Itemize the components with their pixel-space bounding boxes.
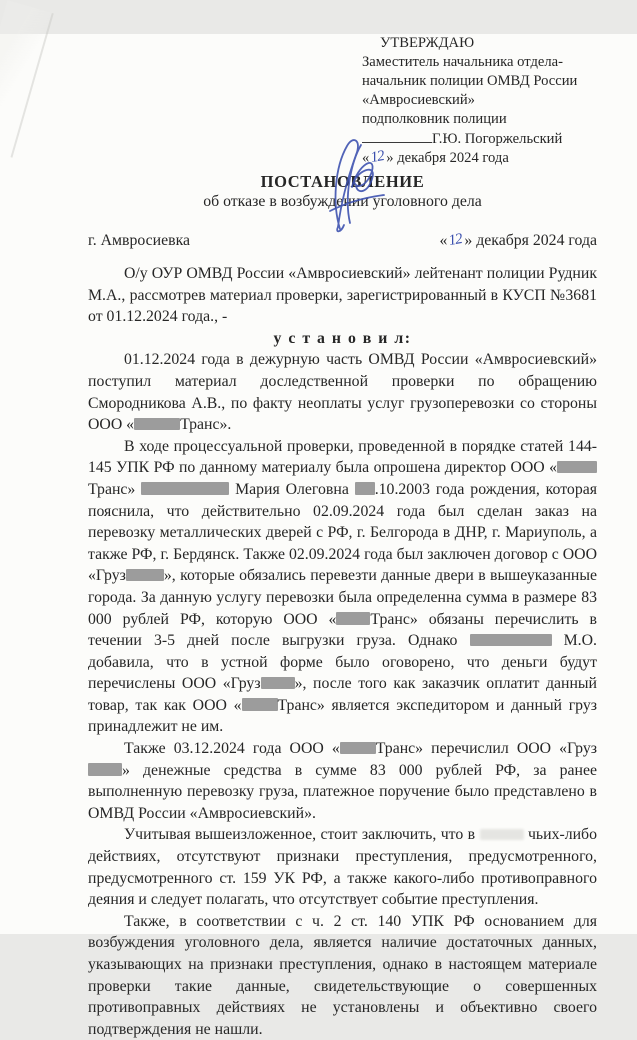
city-label: г. Амвросиевка	[88, 232, 191, 249]
redaction-box	[134, 418, 180, 431]
signatory-row	[362, 129, 602, 149]
document-title: ПОСТАНОВЛЕНИЕ	[260, 172, 425, 191]
paragraph: В ходе процессуальной проверки, проведенной в порядке статей 144-145 УПК РФ по данному материалу была опрошена директор ООО «Транс» Мария Олеговна .10.2003 года рождения, которая пояснила, что действительно 02.09.2024 года был сделан заказ на перевозку металлических дверей с РФ, г. Белгорода в ДНР, г. Мариуполь, а также РФ, г. Бердянск. Также 02.09.2024 года был заключен договор с ООО «Груз », которые обязались перевезти данные двери в вышеуказанные города. За данную услугу перевозки была определенна сумма в размере 83 000 рублей РФ, которую ООО « Транс» обязаны перечислить в течении 3-5 дней после выгрузки груза. Однако М.О. добавила, что в устной форме было оговорено, что деньги будут перечислены ООО «Груз », после того как заказчик оплатит данный товар, так как ООО « Транс» является экспедитором и данный груз принадлежит не им.	[88, 437, 598, 736]
redaction-box	[355, 482, 375, 495]
approval-line: Заместитель начальника отдела-	[362, 54, 563, 70]
redaction-box	[261, 677, 295, 690]
approval-date-text: » декабря 2024 года	[386, 150, 509, 166]
paragraph-intro: О/у ОУР ОМВД России «Амвросиевский» лейтенант полиции Рудник М.А., рассмотрев материал проверки, зарегистрированный в КУСП №3681 от 01.12.2024 года., -	[88, 265, 597, 326]
signatory-name: Г.Ю. Погоржельский	[432, 131, 563, 147]
approval-line: «Амвросиевский»	[362, 92, 475, 108]
paragraph: Также, в соответствии с ч. 2 ст. 140 УПК РФ основанием для возбуждения уголовного дела, является наличие достаточных данных, указывающих на признаки преступления, однако в настоящем материале проверки такие данные, свидетельствующие о совершенных противоправных действиях не установлены и объективно своего подтверждения не нашли.	[88, 912, 597, 1038]
faded-erased-text	[480, 829, 524, 840]
approval-line: подполковник полиции	[362, 111, 507, 127]
handwritten-day: 12	[369, 148, 386, 167]
redaction-box	[88, 763, 122, 776]
approval-heading: УТВЕРЖДАЮ	[380, 35, 475, 51]
approval-line: начальник полиции ОМВД России	[362, 73, 578, 89]
paragraph: Учитывая вышеизложенное, стоит заключить, что в чьих-либо действиях, отсутствуют признаки преступления, предусмотренного, предусмотренного ст. 159 УК РФ, а также какого-либо противоправного деяния и следует полагать, что отсутствует событие преступления.	[88, 826, 597, 909]
document-subtitle: об отказе в возбуждении уголовного дела	[203, 193, 482, 210]
resolved-heading: у с т а н о в и л:	[273, 329, 412, 347]
approval-date	[362, 149, 602, 168]
approval-block	[362, 34, 602, 168]
quote-open: «	[439, 232, 448, 249]
scan-corner-artifact	[0, 0, 54, 157]
redaction-box	[557, 461, 597, 474]
signature-underline	[362, 129, 432, 143]
document-body	[88, 263, 597, 1040]
redaction-box	[336, 612, 370, 625]
redaction-box	[126, 569, 164, 582]
document-column	[88, 172, 597, 1040]
place-date-row	[88, 232, 597, 250]
scanned-document-page	[0, 34, 637, 1038]
paragraph: Также 03.12.2024 года ООО « Транс» перечислил ООО «Груз» денежные средства в сумме 83 000 рублей РФ, за ранее выполненную перевозку груза, платежное поручение было представлено в ОМВД России «Амвросиевский».	[88, 740, 597, 822]
quote-open: «	[362, 150, 370, 166]
handwritten-day: 12	[447, 231, 464, 250]
redaction-box	[340, 742, 376, 755]
redaction-box	[242, 698, 278, 711]
redaction-box	[141, 482, 229, 495]
paragraph: 01.12.2024 года в дежурную часть ОМВД России «Амвросиевский» поступил материал доследственной проверки по обращению Смородникова А.В., по факту неоплаты услуг грузоперевозки со стороны ООО « Транс».	[88, 351, 597, 434]
document-date	[439, 232, 597, 250]
document-date-text: » декабря 2024 года	[464, 232, 597, 249]
redaction-box	[470, 634, 552, 647]
